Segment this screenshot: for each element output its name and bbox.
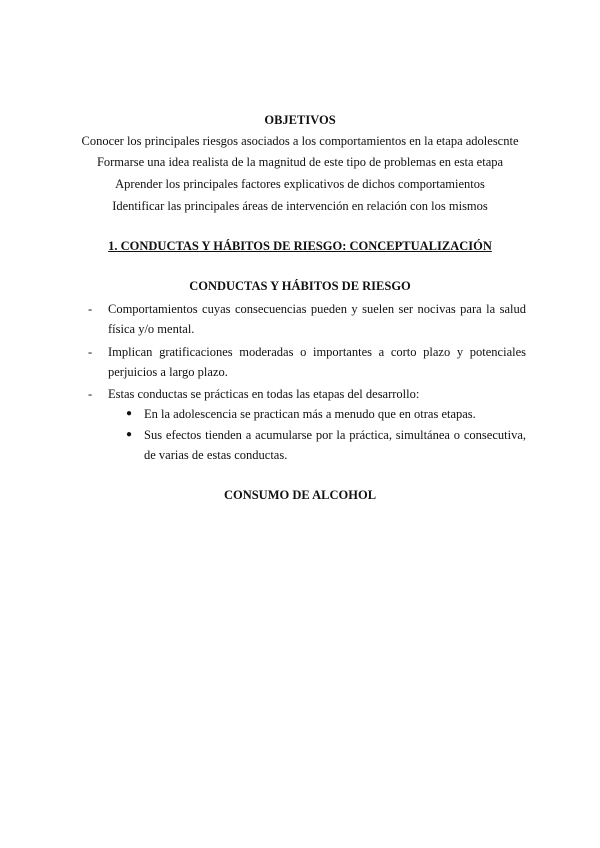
dash-marker: - (88, 387, 93, 401)
section-title: 1. CONDUCTAS Y HÁBITOS DE RIESGO: CONCEPTUALIZACIÓN (108, 239, 492, 253)
dash-marker: - (88, 302, 93, 316)
bullet-dot-icon: ● (126, 429, 133, 440)
list-item-text: Implican gratificaciones moderadas o importantes a corto plazo y potenciales perjuicios a largo plazo. (108, 345, 526, 379)
list-item-text: Estas conductas se prácticas en todas las etapas del desarrollo: (108, 387, 420, 401)
bullet-item (126, 404, 526, 424)
list-item-text: Comportamientos cuyas consecuencias pueden y suelen ser nocivas para la salud física y/o mental. (108, 302, 526, 336)
objective-item-4: Identificar las principales áreas de intervención en relación con los mismos (112, 199, 488, 213)
bullet-item-text: En la adolescencia se practican más a menudo que en otras etapas. (144, 407, 476, 421)
list-item (88, 299, 526, 339)
list-item (88, 384, 526, 404)
bullet-dot-icon: ● (126, 408, 133, 419)
alcohol-section-title: CONSUMO DE ALCOHOL (223, 488, 377, 502)
list-item (88, 342, 526, 382)
objectives-title: OBJETIVOS (264, 113, 336, 127)
objective-item-2: Formarse una idea realista de la magnitud de este tipo de problemas en esta etapa (96, 155, 504, 169)
subsection-title: CONDUCTAS Y HÁBITOS DE RIESGO (189, 279, 411, 293)
dash-marker: - (88, 345, 93, 359)
objective-item-1: Conocer los principales riesgos asociados a los comportamientos en la etapa adolescnte (81, 134, 519, 148)
bullet-item-text: Sus efectos tienden a acumularse por la práctica, simultánea o consecutiva, de varias de estas conductas. (144, 428, 526, 462)
objective-item-3: Aprender los principales factores explicativos de dichos comportamientos (115, 177, 485, 191)
bullet-item (126, 425, 526, 465)
